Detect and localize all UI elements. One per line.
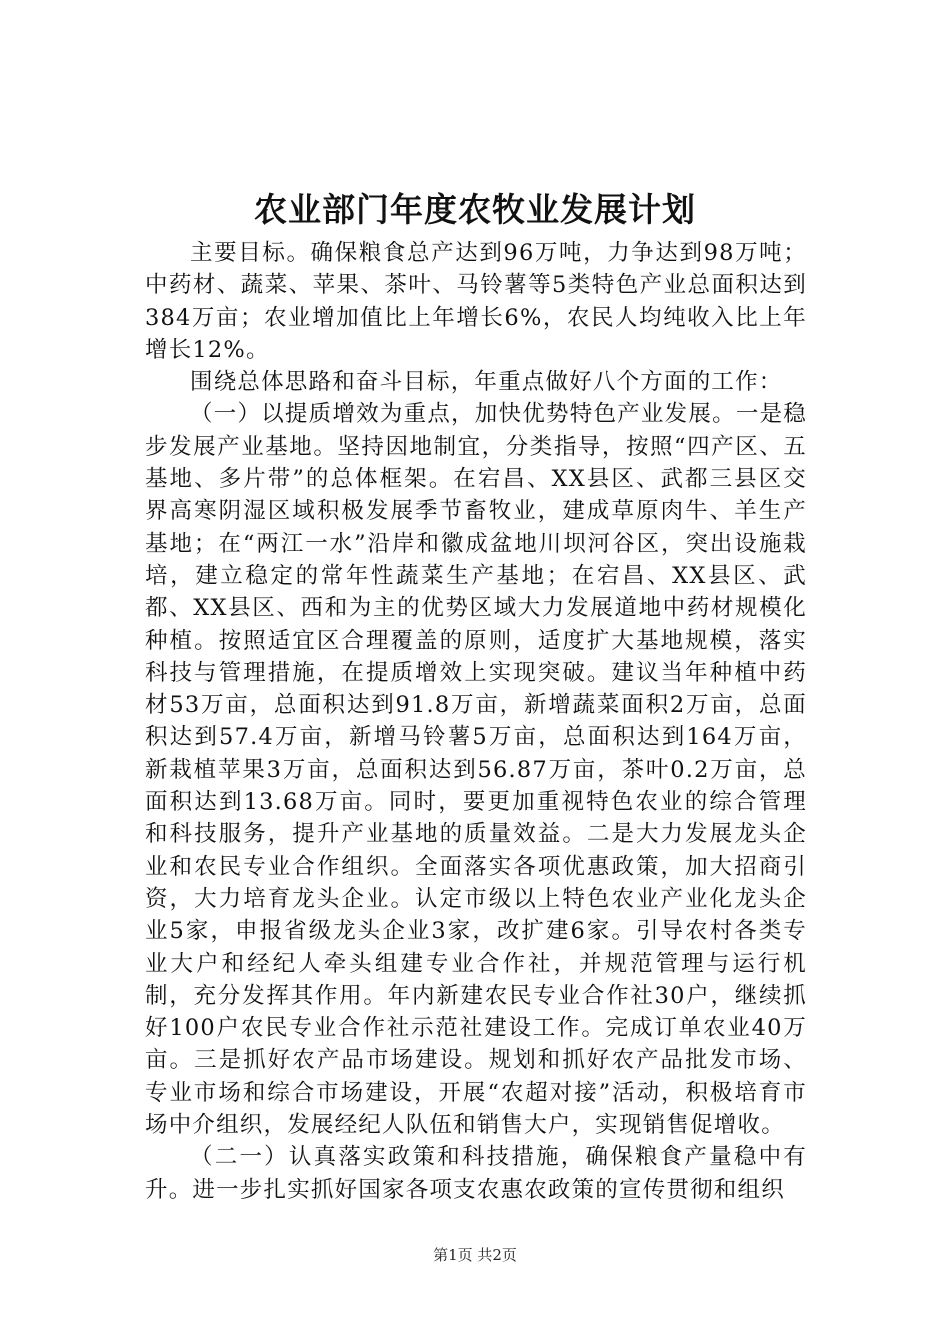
document-title: 农业部门年度农牧业发展计划 [254, 190, 696, 229]
paragraph-work-overview: 围绕总体思路和奋斗目标，年重点做好八个方面的工作： [190, 369, 783, 396]
paragraph-section-one: （一）以提质增效为重点，加快优势特色产业发展。一是稳步发展产业基地。坚持因地制宜，分类指导，按照“四产区、五基地、多片带”的总体框架。在宕昌、XX县区、武都三县区交界高寒阴湿区域积极发展季节畜牧业，建成草原肉牛、羊生产基地；在“两江一水”沿岸和徽成盆地川坝河谷区，突出设施栽培，建立稳定的常年性蔬菜生产基地；在宕昌、XX县区、武都、XX县区、西和为主的优势区域大力发展道地中药材规模化种植。按照适宜区合理覆盖的原则，适度扩大基地规模，落实科技与管理措施，在提质增效上实现突破。建议当年种植中药材53万亩，总面积达到91.8万亩，新增蔬菜面积2万亩，总面积达到57.4万亩，新增马铃薯5万亩，总面积达到164万亩，新栽植苹果3万亩，总面积达到56.87万亩，茶叶0.2万亩，总面积达到13.68万亩。同时，要更加重视特色农业的综合管理和科技服务，提升产业基地的质量效益。二是大力发展龙头企业和农民专业合作组织。全面落实各项优惠政策，加大招商引资，大力培育龙头企业。认定市级以上特色农业产业化龙头企业5家，申报省级龙头企业3家，改扩建6家。引导农村各类专业大户和经纪人牵头组建专业合作社，并规范管理与运行机制，充分发挥其作用。年内新建农民专业合作社30户，继续抓好100户农民专业合作社示范社建设工作。完成订单农业40万亩。三是抓好农产品市场建设。规划和抓好农产品批发市场、专业市场和综合市场建设，开展“农超对接”活动，积极培育市场中介组织，发展经纪人队伍和销售大户，实现销售促增收。 [145, 401, 807, 1139]
paragraph-section-two: （二一）认真落实政策和科技措施，确保粮食产量稳中有升。进一步扎实抓好国家各项支农惠农政策的宣传贯彻和组织 [145, 1144, 807, 1203]
paragraph-main-goals: 主要目标。确保粮食总产达到96万吨，力争达到98万吨；中药材、蔬菜、苹果、茶叶、马铃薯等5类特色产业总面积达到384万亩；农业增加值比上年增长6%，农民人均纯收入比上年增长12%。 [145, 240, 807, 363]
document-body [145, 237, 807, 1206]
page-number-footer: 第1页 共2页 [433, 1246, 517, 1264]
